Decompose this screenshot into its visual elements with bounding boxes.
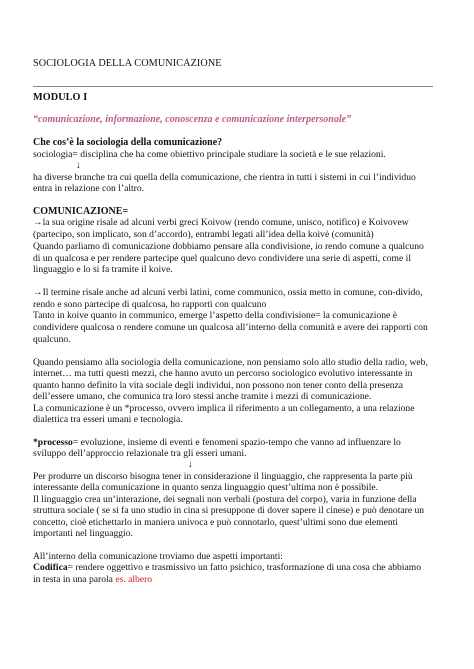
title-divider [33,86,433,87]
paragraph-line: →la sua origine risale ad alcuni verbi greci Koivow (rendo comune, unisco, notifico) e Koivovew [33,217,409,228]
paragraph-line: Tanto in koive quanto in communico, emerge l’aspetto della condivisione= la comunicazione è [33,310,397,321]
paragraph-line: sviluppo dell’approccio relazionale tra gli esseri umani. [33,448,247,459]
paragraph-line: Quando parliamo di comunicazione dobbiamo pensare alla condivisione, io rendo comune a qualcuno [33,241,424,252]
paragraph-line: ha diverse branche tra cui quella della comunicazione, che rientra in tutti i sistemi in cui l’individuo [33,172,416,183]
paragraph-line: →Il termine risale anche ad alcuni verbi latini, come communico, ossia metto in comune, con-divido, [33,287,423,298]
process-definition: = evoluzione, insieme di eventi e fenomeni spazio-tempo che vanno ad influenzare lo [72,437,401,448]
paragraph-line: entra in relazione con l’altro. [33,183,145,194]
paragraph-line: importanti nel linguaggio. [33,528,133,539]
codifica-definition: = rendere oggettivo e trasmissivo un fatto psichico, trasformazione di una cosa che abbiamo [67,562,421,573]
module-subtitle: “comunicazione, informazione, conoscenza e comunicazione interpersonale” [33,114,352,125]
document-title: SOCIOLOGIA DELLA COMUNICAZIONE [33,58,222,69]
paragraph-line [33,574,152,585]
paragraph-line [33,562,421,573]
paragraph-line [33,437,401,448]
paragraph-line: All’interno della comunicazione troviamo due aspetti importanti: [33,551,283,562]
module-heading: MODULO I [33,92,88,103]
down-arrow-icon: ↓ [76,160,81,171]
paragraph-line: La comunicazione è un *processo, ovvero implica il riferimento a un collegamento, a una relazione [33,403,415,414]
paragraph-line: concetto, cioè etichettarlo in maniera univoca e può connotarlo, quest’ultimi sono due elementi [33,517,398,528]
paragraph-line: (partecipo, son implicato, son d’accordo), entrambi legati all’idea della koivè (comunità) [33,229,374,240]
paragraph-line: Per produrre un discorso bisogna tener in considerazione il linguaggio, che rappresenta la parte più [33,471,413,482]
communication-heading: COMUNICAZIONE= [33,206,129,217]
paragraph-line: qualcuno. [33,334,71,345]
down-arrow-icon: ↓ [188,459,193,470]
paragraph-line: di un qualcosa e per rendere partecipe quel qualcuno devo condividere una serie di aspetti, come il [33,253,412,264]
paragraph-line: dialettica tra esseri umani e tecnologia. [33,414,183,425]
paragraph-line: interessante della comunicazione in quanto senza linguaggio quest’ultima non è possibile. [33,482,379,493]
codifica-term: Codifica [33,562,68,573]
paragraph-line: Il linguaggio crea un’interazione, dei segnali non verbali (postura del corpo), varia in funzione della [33,494,417,505]
paragraph-line: dell’essere umano, che comunica tra loro stessi anche tramite i mezzi di comunicazione. [33,391,372,402]
process-term: *processo [33,437,73,448]
codifica-continuation: in testa in una parola [33,574,116,585]
question-heading: Che cos’è la sociologia della comunicazione? [33,137,223,148]
paragraph-line: rendo e sono partecipe di qualcosa, ho rapporti con qualcuno [33,299,267,310]
example-text: es. albero [115,574,153,585]
paragraph-line: linguaggio e lo si fa tramite il koive. [33,264,173,275]
paragraph-line: condividere qualcosa o rendere comune un qualcosa all’interno della comunità e avere dei rapporti con [33,322,428,333]
paragraph-line: struttura sociale ( se si fa uno studio in cina si presuppone di dover sapere il cinese) e può denotare un [33,505,425,516]
paragraph-line: quanto hanno definito la vita sociale degli individui, non possono non tener conto della presenza [33,380,404,391]
paragraph-line: Quando pensiamo alla sociologia della comunicazione, non pensiamo solo allo studio della radio, web, [33,357,428,368]
paragraph-line: internet… ma tutti questi mezzi, che hanno avuto un percorso sociologico evolutivo interessante in [33,368,413,379]
paragraph-line: sociologia= disciplina che ha come obiettivo principale studiare la società e le sue relazioni. [33,149,386,160]
